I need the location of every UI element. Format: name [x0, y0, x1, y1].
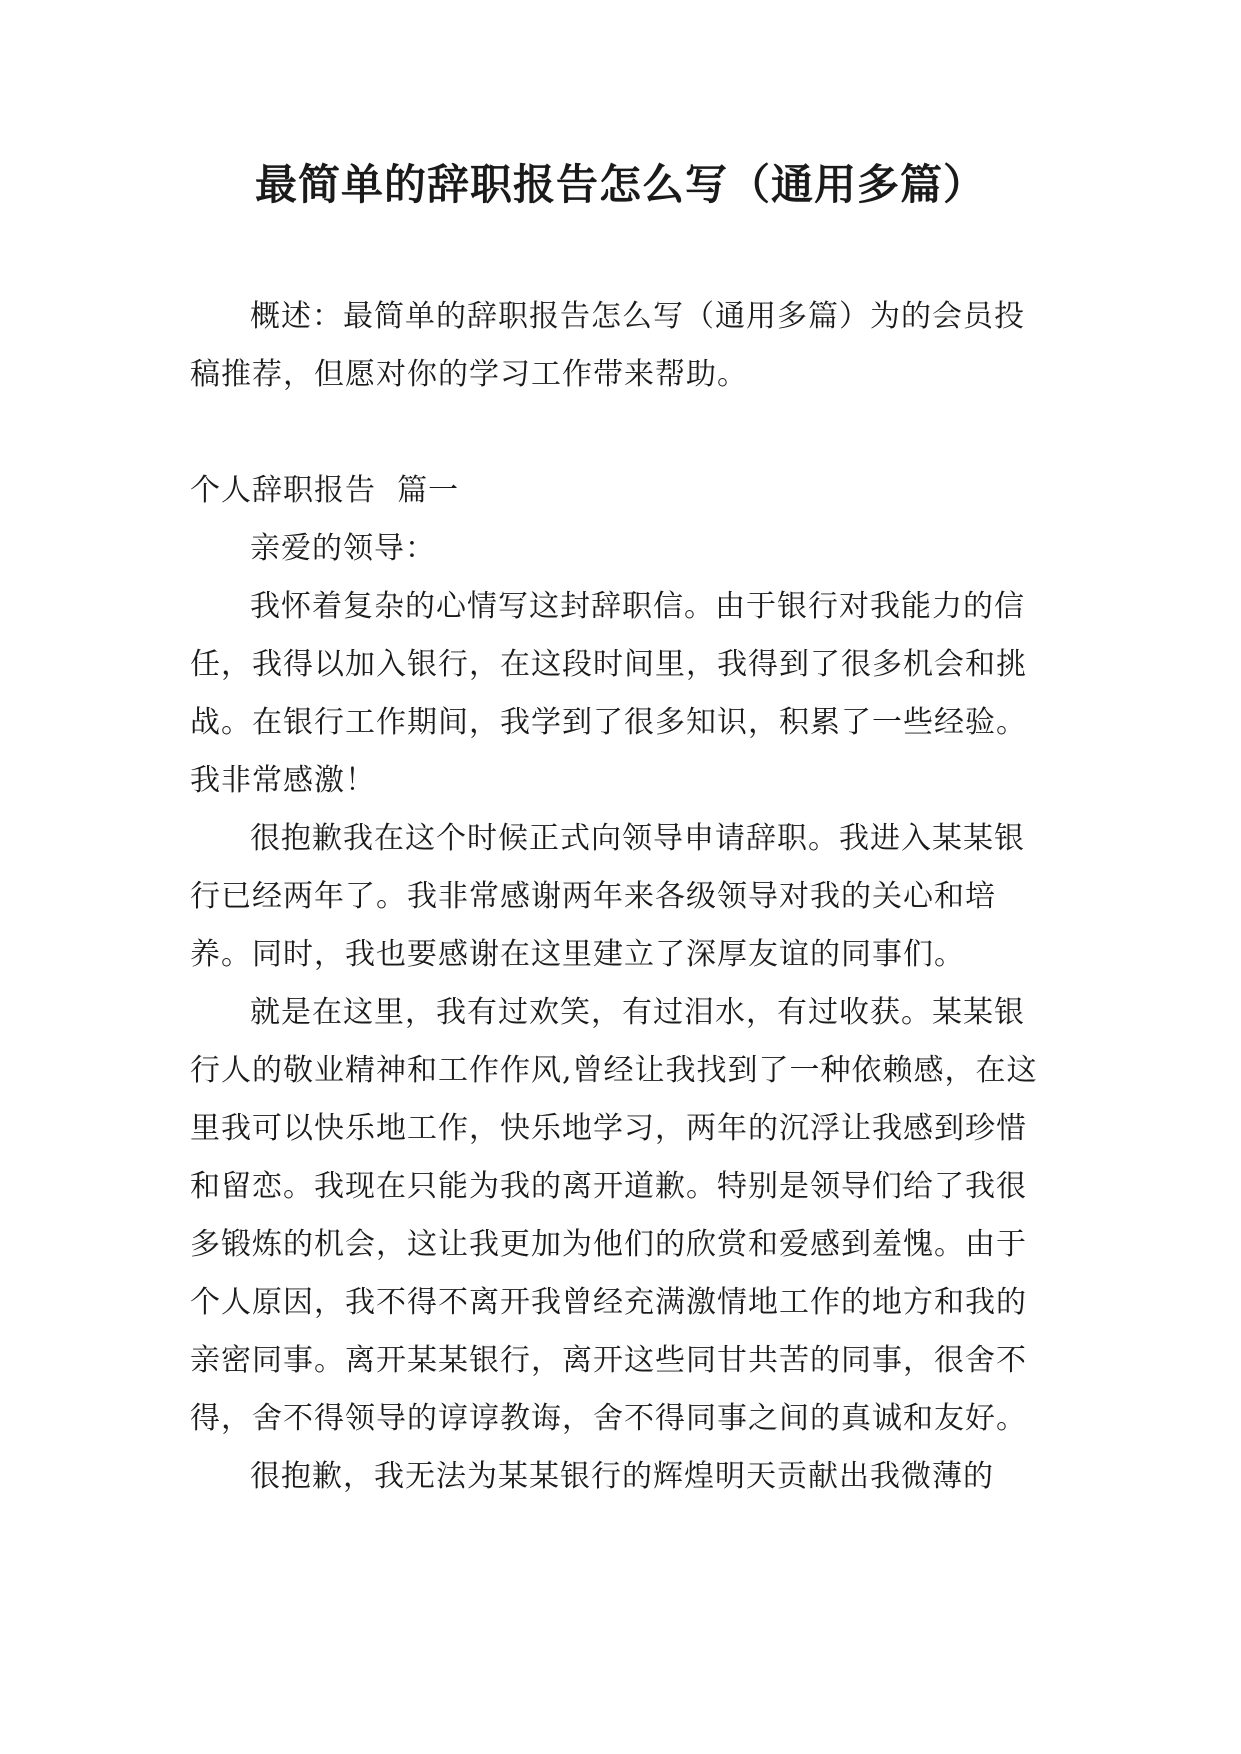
- document-title: 最简单的辞职报告怎么写（通用多篇）: [254, 160, 986, 209]
- salutation: 亲爱的领导：: [250, 531, 436, 566]
- body-paragraph-2: 很抱歉我在这个时候正式向领导申请辞职。我进入某某银行已经两年了。我非常感谢两年来各级领导对我的关心和培养。同时，我也要感谢在这里建立了深厚友谊的同事们。: [190, 821, 1025, 972]
- section-heading: 个人辞职报告 篇一: [190, 473, 460, 508]
- summary-block: [190, 288, 1050, 404]
- body-paragraph-1: 我怀着复杂的心情写这封辞职信。由于银行对我能力的信任，我得以加入银行，在这段时间里，我得到了很多机会和挑战。在银行工作期间，我学到了很多知识，积累了一些经验。我非常感激！: [190, 589, 1027, 798]
- body-paragraph-3: 就是在这里，我有过欢笑，有过泪水，有过收获。某某银行人的敬业精神和工作作风,曾经让我找到了一种依赖感，在这里我可以快乐地工作，快乐地学习，两年的沉浮让我感到珍惜和留恋。我现在只能为我的离开道歉。特别是领导们给了我很多锻炼的机会，这让我更加为他们的欣赏和爱感到羞愧。由于个人原因，我不得不离开我曾经充满激情地工作的地方和我的亲密同事。离开某某银行，离开这些同甘共苦的同事，很舍不得，舍不得领导的谆谆教诲，舍不得同事之间的真诚和友好。: [190, 995, 1038, 1436]
- document-body: [190, 462, 1050, 1506]
- summary-paragraph: 概述：最简单的辞职报告怎么写（通用多篇）为的会员投稿推荐，但愿对你的学习工作带来帮助。: [190, 299, 1025, 392]
- body-paragraph-4: 很抱歉，我无法为某某银行的辉煌明天贡献出我微薄的: [250, 1459, 994, 1494]
